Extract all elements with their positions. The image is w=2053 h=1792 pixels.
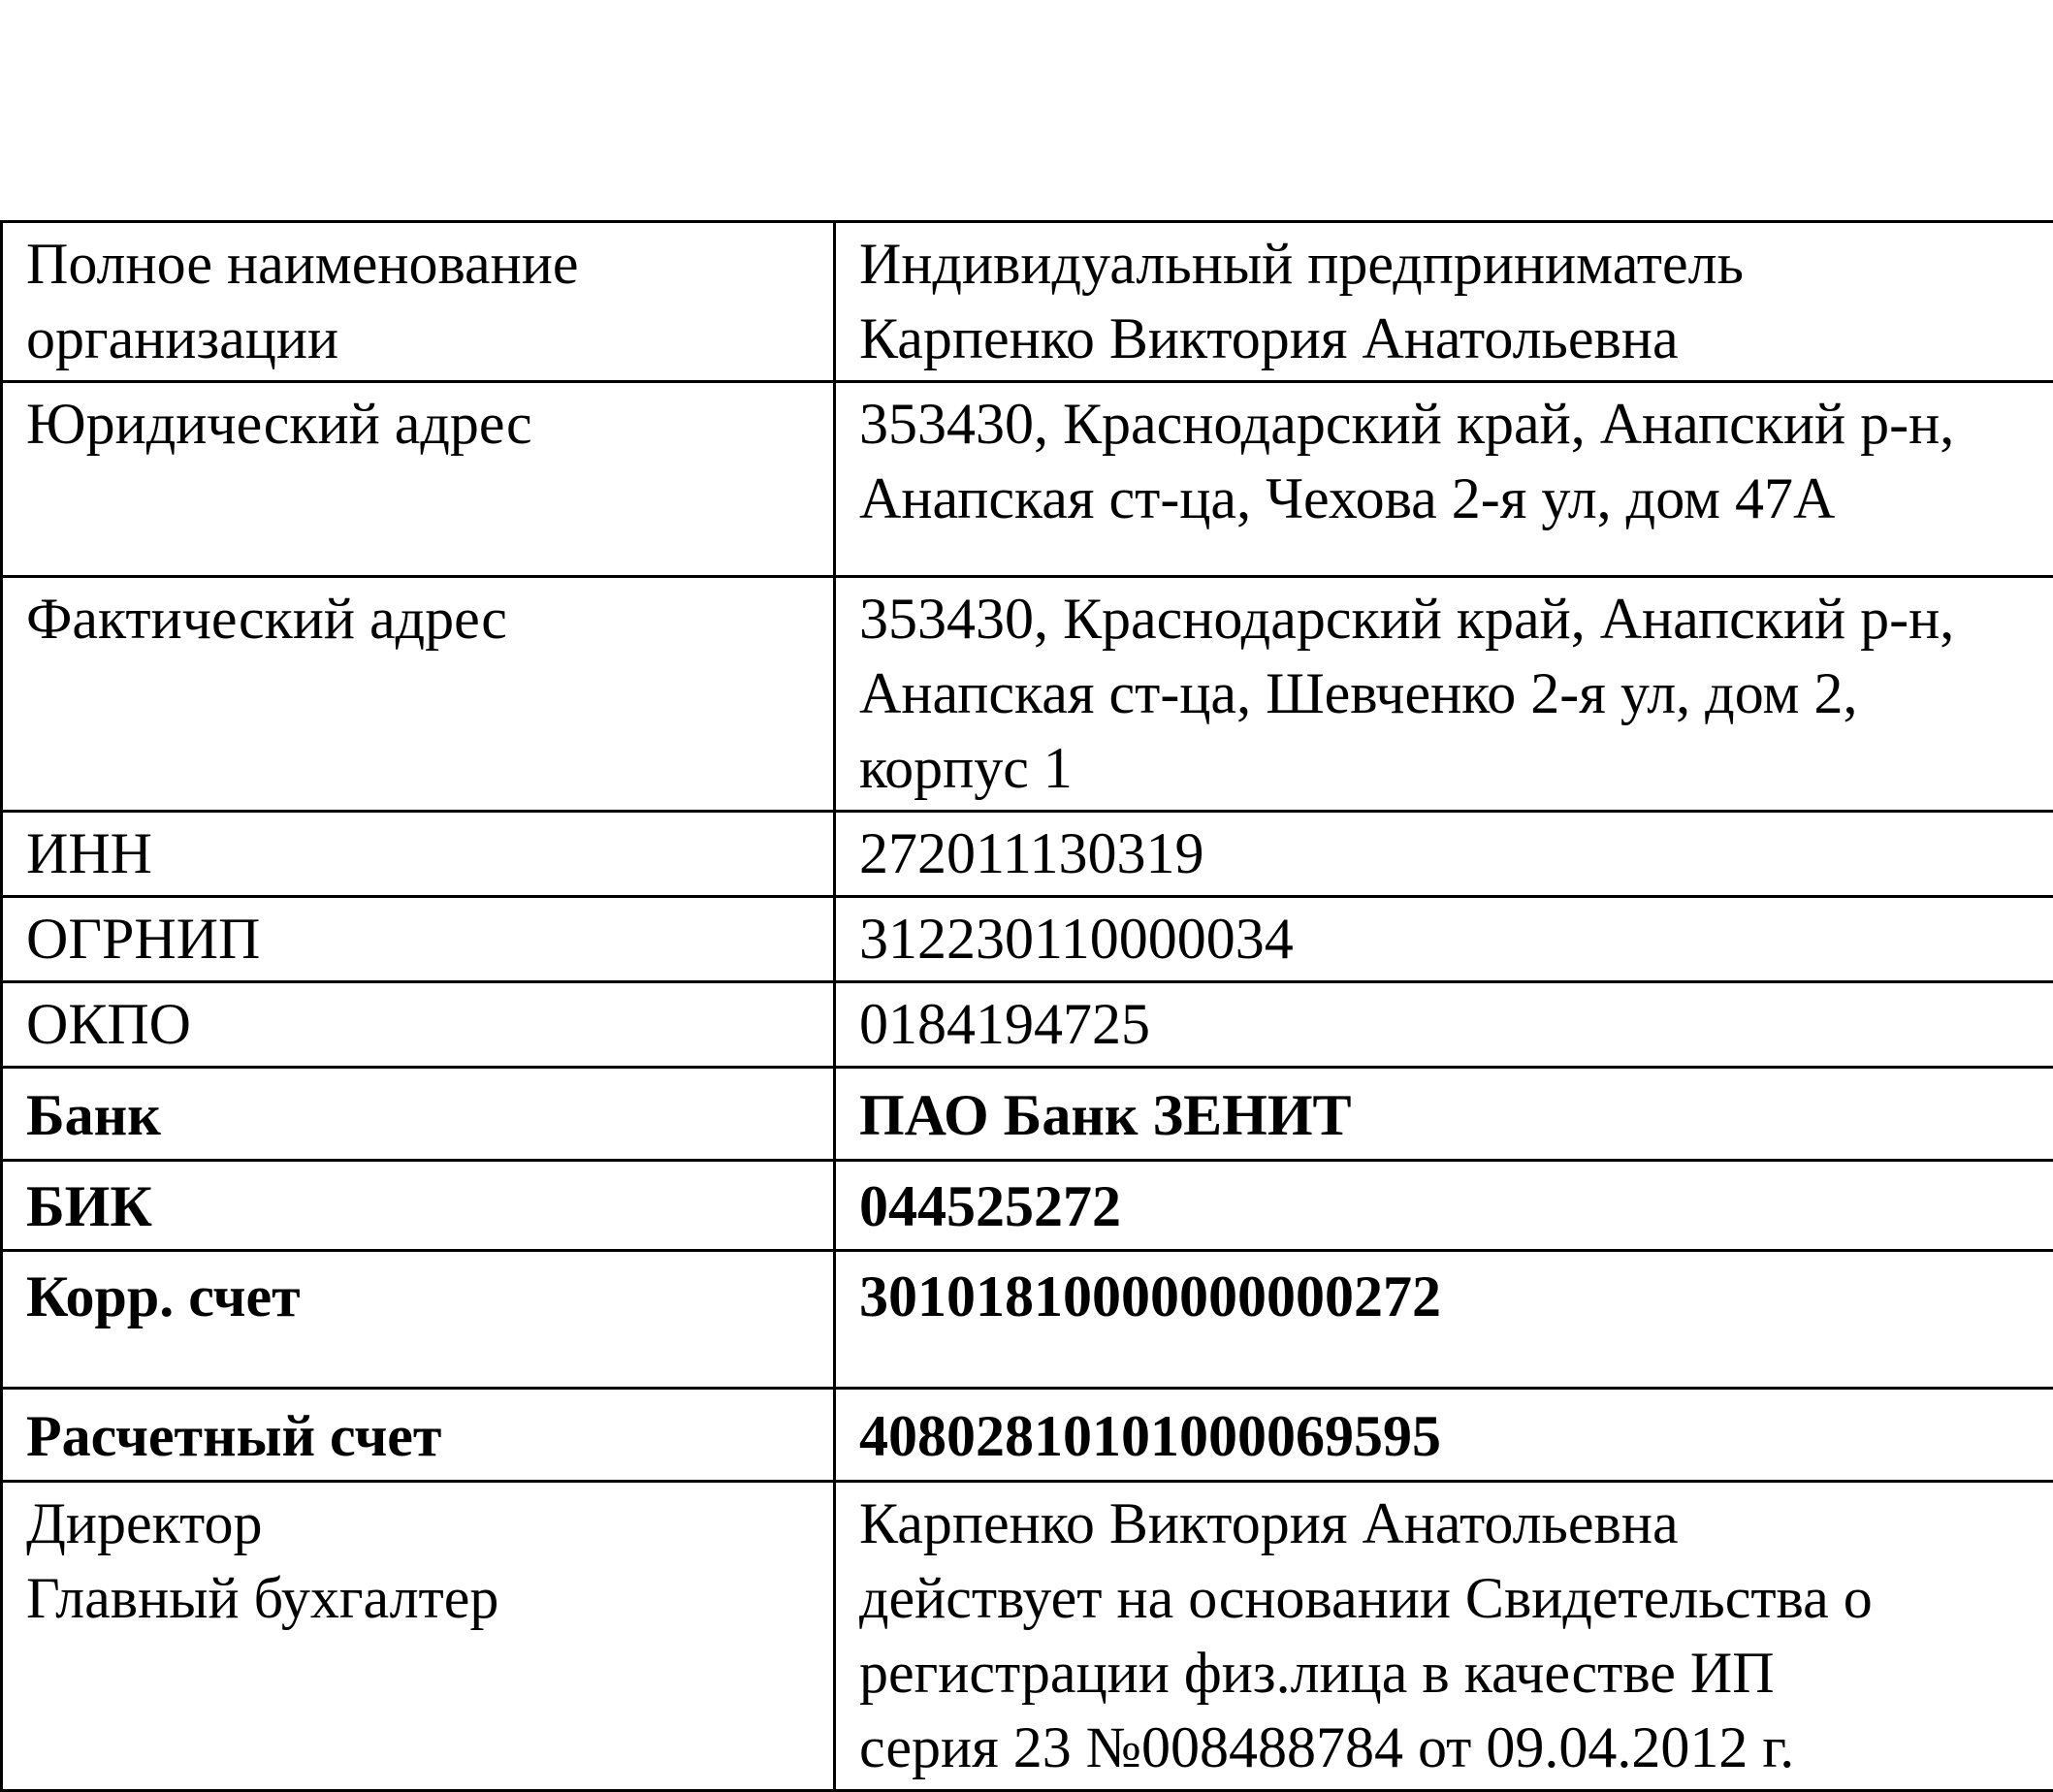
full-name-label: Полное наименование организации xyxy=(2,222,835,382)
settlement-account-label: Расчетный счет xyxy=(2,1389,835,1482)
corr-account-label: Корр. счет xyxy=(2,1251,835,1389)
actual-address-label: Фактический адрес xyxy=(2,577,835,812)
table-row-okpo xyxy=(2,982,2053,1068)
inn-label: ИНН xyxy=(2,812,835,897)
corr-account-value: 30101810000000000272 xyxy=(835,1251,2053,1389)
table-row-corr-account xyxy=(2,1251,2053,1389)
requisites-table xyxy=(0,220,2053,1792)
okpo-value: 0184194725 xyxy=(835,982,2053,1068)
director-value: Карпенко Виктория Анатольевна действует на основании Свидетельства о регистрации физ.лица в качестве ИП серия 23 №008488784 от 09.04.2012 г. xyxy=(835,1482,2053,1791)
okpo-label: ОКПО xyxy=(2,982,835,1068)
table-row-director xyxy=(2,1482,2053,1791)
table-row-actual-address xyxy=(2,577,2053,812)
settlement-account-value: 40802810101000069595 xyxy=(835,1389,2053,1482)
table-row-legal-address xyxy=(2,382,2053,577)
ogrnip-label: ОГРНИП xyxy=(2,897,835,982)
table-row-settlement-account xyxy=(2,1389,2053,1482)
bank-label: Банк xyxy=(2,1068,835,1161)
table-row-inn xyxy=(2,812,2053,897)
director-label: Директор Главный бухгалтер xyxy=(2,1482,835,1791)
table-row-bank xyxy=(2,1068,2053,1161)
ogrnip-value: 312230110000034 xyxy=(835,897,2053,982)
actual-address-value: 353430, Краснодарский край, Анапский р-н, Анапская ст-ца, Шевченко 2-я ул, дом 2, корпус 1 xyxy=(835,577,2053,812)
bik-label: БИК xyxy=(2,1161,835,1251)
inn-value: 272011130319 xyxy=(835,812,2053,897)
table-row-full-name xyxy=(2,222,2053,382)
full-name-value: Индивидуальный предприниматель Карпенко Виктория Анатольевна xyxy=(835,222,2053,382)
legal-address-label: Юридический адрес xyxy=(2,382,835,577)
bik-value: 044525272 xyxy=(835,1161,2053,1251)
bank-value: ПАО Банк ЗЕНИТ xyxy=(835,1068,2053,1161)
legal-address-value: 353430, Краснодарский край, Анапский р-н, Анапская ст-ца, Чехова 2-я ул, дом 47А xyxy=(835,382,2053,577)
table-row-bik xyxy=(2,1161,2053,1251)
table-row-ogrnip xyxy=(2,897,2053,982)
